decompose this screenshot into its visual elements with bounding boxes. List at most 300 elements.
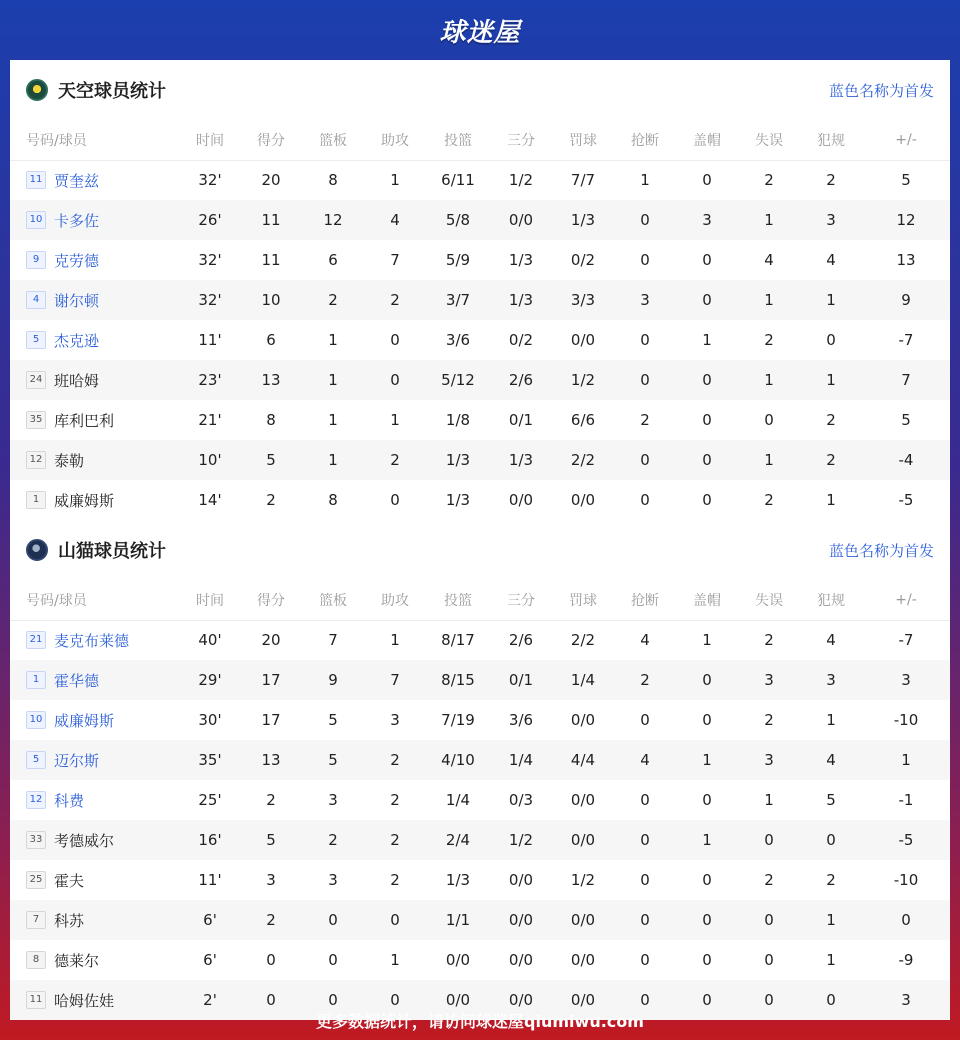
player-cell — [10, 900, 180, 940]
stat-cell: 1/3 — [426, 440, 490, 480]
stat-cell: 0 — [364, 360, 426, 400]
stat-cell: 0 — [640, 791, 650, 809]
stat-cell: 2 — [364, 820, 426, 860]
player-cell — [10, 940, 180, 980]
table-row[interactable] — [10, 660, 950, 700]
stat-cell: 0 — [676, 280, 738, 320]
stat-cell: 3/6 — [508, 711, 534, 729]
stat-cell: 2 — [764, 331, 774, 349]
stat-cell: 1 — [676, 740, 738, 780]
table-header-row — [10, 580, 950, 620]
jersey-number-badge: 24 — [26, 371, 46, 389]
column-header[interactable]: 篮板 — [302, 120, 364, 160]
player-name-link[interactable]: 贾奎兹 — [54, 171, 100, 190]
stat-cell: 1/4 — [490, 740, 552, 780]
stat-cell: 0 — [614, 200, 676, 240]
stat-cell: 0 — [826, 331, 836, 349]
stat-cell: 3 — [862, 980, 950, 1020]
stat-cell: 0/2 — [508, 331, 534, 349]
stat-cell: -4 — [862, 440, 950, 480]
stat-cell: 0 — [614, 980, 676, 1020]
stat-cell: 4/4 — [552, 740, 614, 780]
stat-cell: 0/0 — [552, 900, 614, 940]
stat-cell: 8 — [328, 491, 338, 509]
stat-cell: 0/0 — [570, 791, 596, 809]
stat-cell: 5/9 — [445, 251, 471, 269]
section-title-wrap — [26, 537, 166, 563]
jersey-number-badge: 10 — [26, 711, 46, 729]
stat-cell: 5 — [302, 740, 364, 780]
stat-cell: 13 — [240, 740, 302, 780]
stat-cell: 0 — [702, 491, 712, 509]
column-header[interactable]: 三分 — [490, 120, 552, 160]
player-name-link[interactable]: 泰勒 — [54, 451, 85, 470]
player-name-link[interactable]: 德莱尔 — [54, 951, 100, 970]
stat-cell: 3 — [390, 711, 400, 729]
stat-cell: 5/8 — [426, 200, 490, 240]
stat-cell: 11 — [261, 251, 281, 269]
stat-cell: 0 — [640, 331, 650, 349]
stat-cell: 2/6 — [508, 631, 534, 650]
stat-cell: 0 — [676, 980, 738, 1020]
section-title-wrap — [26, 77, 166, 103]
column-header[interactable]: 号码/球员 — [10, 580, 180, 620]
stat-cell: 0/1 — [508, 411, 534, 429]
stat-cell: 11' — [198, 871, 222, 889]
stat-cell: 3/7 — [426, 280, 490, 320]
stat-cell: 0/1 — [490, 660, 552, 700]
stat-cell: 4 — [640, 631, 650, 650]
table-row[interactable] — [10, 280, 950, 320]
stat-cell: 1/3 — [490, 440, 552, 480]
stat-cell: 20 — [261, 171, 281, 190]
stat-cell: -7 — [898, 331, 914, 349]
stat-cell: 3 — [266, 871, 276, 889]
stat-cell: 12 — [862, 200, 950, 240]
stat-cell: 0 — [302, 980, 364, 1020]
stat-cell: 0/0 — [490, 200, 552, 240]
stat-cell: 0 — [640, 251, 650, 269]
stat-cell: 32' — [198, 171, 222, 190]
player-name-link[interactable]: 科苏 — [54, 911, 85, 930]
stat-cell: 0 — [702, 411, 712, 429]
column-header[interactable]: 抢断 — [614, 580, 676, 620]
stat-cell: 26' — [180, 200, 240, 240]
stat-cell: 0 — [800, 820, 862, 860]
stat-cell: 9 — [302, 660, 364, 700]
column-header[interactable]: 三分 — [490, 580, 552, 620]
column-header[interactable]: 犯规 — [800, 580, 862, 620]
stat-cell: 2 — [266, 491, 276, 509]
stat-cell: 0/0 — [445, 951, 471, 969]
stat-cell: 8/15 — [426, 660, 490, 700]
stat-cell: 1 — [826, 951, 836, 969]
stat-cell: 40' — [198, 631, 222, 650]
column-header[interactable]: +/- — [862, 580, 950, 620]
stat-cell: 0 — [800, 980, 862, 1020]
stat-cell: 3 — [328, 791, 338, 809]
stat-cell: 10 — [240, 280, 302, 320]
table-row[interactable] — [10, 360, 950, 400]
stat-cell: 1 — [800, 900, 862, 940]
stat-cell: 6/11 — [441, 171, 475, 190]
stat-cell: 0 — [640, 491, 650, 509]
column-header[interactable]: 投篮 — [426, 580, 490, 620]
section-title: 山猫球员统计 — [58, 541, 166, 562]
stat-cell: 12 — [302, 200, 364, 240]
stat-cell: 7 — [328, 631, 338, 650]
team-section — [10, 60, 950, 520]
stat-cell: 35' — [180, 740, 240, 780]
sky-team-logo-icon — [26, 79, 48, 101]
column-header[interactable]: 篮板 — [302, 580, 364, 620]
stat-cell: 1/4 — [445, 791, 471, 809]
column-header[interactable]: +/- — [862, 120, 950, 160]
stat-cell: 3 — [676, 200, 738, 240]
stat-cell: 2 — [364, 740, 426, 780]
column-header[interactable]: 罚球 — [552, 120, 614, 160]
stat-cell: 2 — [826, 871, 836, 889]
stat-cell: 1/3 — [490, 280, 552, 320]
stat-cell: 0 — [640, 951, 650, 969]
stat-cell: 30' — [198, 711, 222, 729]
stat-cell: 1/3 — [445, 871, 471, 889]
stat-cell: 3 — [800, 200, 862, 240]
stat-cell: 6' — [180, 900, 240, 940]
stat-cell: 1 — [738, 360, 800, 400]
stat-cell: 1 — [826, 491, 836, 509]
player-cell — [10, 400, 180, 440]
column-header[interactable]: 盖帽 — [676, 120, 738, 160]
player-cell — [10, 360, 180, 400]
stat-cell: 2 — [302, 280, 364, 320]
stat-cell: 3 — [328, 871, 338, 889]
stat-cell: 6 — [266, 331, 276, 349]
stat-cell: 1/2 — [570, 871, 596, 889]
stat-cell: 1/4 — [552, 660, 614, 700]
player-cell — [10, 440, 180, 480]
stat-cell: 2 — [826, 171, 836, 190]
column-header[interactable]: 失误 — [738, 580, 800, 620]
table-row[interactable] — [10, 820, 950, 860]
jersey-number-badge: 25 — [26, 871, 46, 889]
player-name-link[interactable]: 杰克逊 — [54, 331, 100, 350]
stat-cell: 1 — [640, 171, 650, 190]
table-row[interactable] — [10, 620, 950, 660]
table-row[interactable] — [10, 940, 950, 980]
stat-cell: 3 — [738, 740, 800, 780]
stat-cell: 10' — [180, 440, 240, 480]
stat-cell: 1/3 — [445, 491, 471, 509]
stat-cell: 9 — [862, 280, 950, 320]
stat-cell: 0 — [640, 711, 650, 729]
stat-cell: 1 — [328, 331, 338, 349]
stat-cell: -10 — [893, 871, 919, 889]
player-cell — [10, 780, 180, 820]
jersey-number-badge: 11 — [26, 171, 46, 189]
stat-cell: 0/0 — [552, 980, 614, 1020]
column-header[interactable]: 失误 — [738, 120, 800, 160]
table-row[interactable] — [10, 700, 950, 740]
stat-cell: 0 — [364, 980, 426, 1020]
table-row[interactable] — [10, 780, 950, 820]
player-name-link[interactable]: 威廉姆斯 — [54, 491, 115, 510]
stat-cell: 5 — [240, 440, 302, 480]
stat-cell: 1 — [738, 440, 800, 480]
stat-cell: 8/17 — [441, 631, 475, 650]
player-cell — [10, 240, 180, 280]
stat-cell: 5 — [901, 411, 911, 429]
stat-cell: 7 — [364, 660, 426, 700]
stat-cell: 0 — [390, 491, 400, 509]
stat-cell: 3 — [614, 280, 676, 320]
starter-legend-note: 蓝色名称为首发 — [828, 81, 934, 100]
column-header[interactable]: 时间 — [180, 580, 240, 620]
stat-cell: 0/0 — [508, 491, 534, 509]
stat-cell: 0 — [640, 871, 650, 889]
player-name-link[interactable]: 威廉姆斯 — [54, 711, 115, 730]
stat-cell: -7 — [898, 631, 914, 650]
stat-cell: 0/0 — [490, 980, 552, 1020]
column-header[interactable]: 得分 — [240, 120, 302, 160]
player-name-link[interactable]: 霍夫 — [54, 871, 85, 890]
table-row[interactable] — [10, 740, 950, 780]
stat-cell: 0 — [764, 411, 774, 429]
player-name-link[interactable]: 科费 — [54, 791, 85, 810]
column-header[interactable]: 盖帽 — [676, 580, 738, 620]
stat-cell: 2 — [364, 280, 426, 320]
player-name-link[interactable]: 克劳德 — [54, 251, 100, 270]
player-stats-table — [10, 120, 950, 520]
lynx-team-logo-icon — [26, 539, 48, 561]
section-header — [10, 520, 950, 580]
jersey-number-badge: 4 — [26, 291, 46, 309]
player-cell — [10, 700, 180, 740]
jersey-number-badge: 5 — [26, 331, 46, 349]
stat-cell: 0 — [738, 900, 800, 940]
stat-cell: 0 — [702, 951, 712, 969]
table-row[interactable] — [10, 240, 950, 280]
stat-cell: 0/0 — [570, 491, 596, 509]
stat-cell: 2 — [764, 171, 774, 190]
stat-cell: 2/2 — [552, 440, 614, 480]
stat-cell: 0 — [240, 980, 302, 1020]
stat-cell: 1 — [302, 440, 364, 480]
stat-cell: 1/3 — [552, 200, 614, 240]
stat-cell: 20 — [261, 631, 281, 650]
stat-cell: 7/19 — [441, 711, 475, 729]
stat-cell: 0 — [862, 900, 950, 940]
footer-link-text[interactable]: 更多数据统计，请访问球迷屋qiumiwu.com — [316, 1011, 644, 1031]
stat-cell: 3 — [738, 660, 800, 700]
column-header[interactable]: 得分 — [240, 580, 302, 620]
stat-cell: 2 — [826, 411, 836, 429]
jersey-number-badge: 12 — [26, 451, 46, 469]
column-header[interactable]: 罚球 — [552, 580, 614, 620]
player-name-link[interactable]: 谢尔顿 — [54, 291, 100, 310]
jersey-number-badge: 1 — [26, 491, 46, 509]
stat-cell: 0 — [738, 980, 800, 1020]
stat-cell: 3/6 — [445, 331, 471, 349]
stat-cell: 4 — [826, 631, 836, 650]
table-row[interactable] — [10, 160, 950, 200]
stat-cell: 11 — [240, 200, 302, 240]
stat-cell: 8 — [328, 171, 338, 190]
stat-cell: 4 — [364, 200, 426, 240]
stat-cell: 2 — [764, 631, 774, 650]
stat-cell: 1 — [676, 820, 738, 860]
stat-cell: 23' — [180, 360, 240, 400]
player-name-link[interactable]: 迈尔斯 — [54, 751, 100, 770]
player-stats-table — [10, 580, 950, 1020]
player-name-link[interactable]: 哈姆佐娃 — [54, 991, 115, 1010]
stat-cell: 7/7 — [570, 171, 596, 190]
stat-cell: 5 — [240, 820, 302, 860]
player-cell — [10, 320, 180, 360]
stat-cell: -5 — [898, 491, 914, 509]
stat-cell: 1 — [390, 411, 400, 429]
stat-cell: 0/3 — [508, 791, 534, 809]
stat-cell: 3/3 — [552, 280, 614, 320]
stat-cell: 2 — [764, 711, 774, 729]
stat-cell: 0/0 — [426, 980, 490, 1020]
player-cell — [10, 160, 180, 200]
stat-cell: 0 — [702, 791, 712, 809]
stat-cell: 1/2 — [508, 171, 534, 190]
stat-cell: 2 — [240, 900, 302, 940]
stat-cell: 4 — [800, 740, 862, 780]
stat-cell: 0/2 — [570, 251, 596, 269]
table-row[interactable] — [10, 900, 950, 940]
stat-cell: 2 — [764, 491, 774, 509]
stat-cell: 11' — [198, 331, 222, 349]
stat-cell: 4 — [614, 740, 676, 780]
table-row[interactable] — [10, 200, 950, 240]
stat-cell: 13 — [896, 251, 916, 269]
stat-cell: 1 — [390, 951, 400, 969]
stat-cell: 0 — [390, 331, 400, 349]
top-banner — [0, 0, 960, 60]
player-cell — [10, 740, 180, 780]
stat-cell: 14' — [198, 491, 222, 509]
stat-cell: 5 — [826, 791, 836, 809]
stat-cell: 0 — [676, 360, 738, 400]
stat-cell: 0 — [702, 871, 712, 889]
stat-cell: 2 — [266, 791, 276, 809]
stat-cell: 6/6 — [570, 411, 596, 429]
player-name-link[interactable]: 麦克布莱德 — [54, 631, 130, 650]
stat-cell: 0 — [764, 951, 774, 969]
stat-cell: 0/0 — [570, 331, 596, 349]
player-name-link[interactable]: 库利巴利 — [54, 411, 115, 430]
stat-cell: 2 — [764, 871, 774, 889]
stat-cell: -5 — [862, 820, 950, 860]
stat-cell: 1 — [738, 280, 800, 320]
jersey-number-badge: 10 — [26, 211, 46, 229]
jersey-number-badge: 11 — [26, 991, 46, 1009]
stat-cell: 17 — [240, 660, 302, 700]
table-row[interactable] — [10, 400, 950, 440]
column-header[interactable]: 犯规 — [800, 120, 862, 160]
player-name-link[interactable]: 卡多佐 — [54, 211, 100, 230]
stat-cell: 0/0 — [490, 900, 552, 940]
site-logo[interactable]: 球迷屋 — [439, 17, 521, 48]
stat-cell: 1 — [390, 631, 400, 650]
stat-cell: 0/0 — [552, 820, 614, 860]
stat-cell: 1/1 — [426, 900, 490, 940]
stat-cell: 2 — [640, 411, 650, 429]
table-row[interactable] — [10, 480, 950, 520]
column-header[interactable]: 号码/球员 — [10, 120, 180, 160]
stat-cell: 13 — [240, 360, 302, 400]
stat-cell: 0 — [676, 900, 738, 940]
player-name-link[interactable]: 考德威尔 — [54, 831, 115, 850]
jersey-number-badge: 7 — [26, 911, 46, 929]
stat-cell: 0 — [328, 951, 338, 969]
stat-cell: 17 — [261, 711, 281, 729]
table-header-row — [10, 120, 950, 160]
stat-cell: 0 — [302, 900, 364, 940]
stat-cell: 2 — [364, 440, 426, 480]
player-cell — [10, 660, 180, 700]
table-row[interactable] — [10, 320, 950, 360]
stat-cell: 0 — [676, 440, 738, 480]
stat-cell: 0 — [266, 951, 276, 969]
stat-cell: 16' — [180, 820, 240, 860]
stat-cell: 1 — [390, 171, 400, 190]
stat-cell: 0 — [702, 251, 712, 269]
stat-cell: 0/0 — [570, 951, 596, 969]
jersey-number-badge: 12 — [26, 791, 46, 809]
stat-cell: 0/0 — [570, 711, 596, 729]
footer-banner — [0, 1000, 960, 1040]
player-name-link[interactable]: 霍华德 — [54, 671, 100, 690]
jersey-number-badge: 9 — [26, 251, 46, 269]
stat-cell: 0 — [614, 360, 676, 400]
stat-cell: 5 — [901, 171, 911, 190]
stat-cell: 0 — [702, 711, 712, 729]
stat-cell: 2/6 — [490, 360, 552, 400]
column-header[interactable]: 抢断 — [614, 120, 676, 160]
stat-cell: 1/2 — [552, 360, 614, 400]
table-row[interactable] — [10, 440, 950, 480]
stat-cell: 0/0 — [508, 951, 534, 969]
player-cell — [10, 820, 180, 860]
stat-cell: 1/8 — [445, 411, 471, 429]
column-header[interactable]: 投篮 — [426, 120, 490, 160]
column-header[interactable]: 助攻 — [364, 580, 426, 620]
player-cell — [10, 480, 180, 520]
stat-cell: 6 — [328, 251, 338, 269]
column-header[interactable]: 助攻 — [364, 120, 426, 160]
stat-cell: 1 — [702, 631, 712, 650]
player-cell — [10, 620, 180, 660]
stat-cell: 3 — [862, 660, 950, 700]
stat-cell: -1 — [898, 791, 914, 809]
stat-cell: 7 — [390, 251, 400, 269]
column-header[interactable]: 时间 — [180, 120, 240, 160]
stat-cell: 1 — [302, 360, 364, 400]
stat-cell: 4/10 — [426, 740, 490, 780]
table-row[interactable] — [10, 860, 950, 900]
player-name-link[interactable]: 班哈姆 — [54, 371, 100, 390]
stat-cell: 1/2 — [490, 820, 552, 860]
stat-cell: 1 — [826, 711, 836, 729]
jersey-number-badge: 8 — [26, 951, 46, 969]
stat-cell: 4 — [826, 251, 836, 269]
stat-cell: 2' — [180, 980, 240, 1020]
team-section — [10, 520, 950, 1020]
